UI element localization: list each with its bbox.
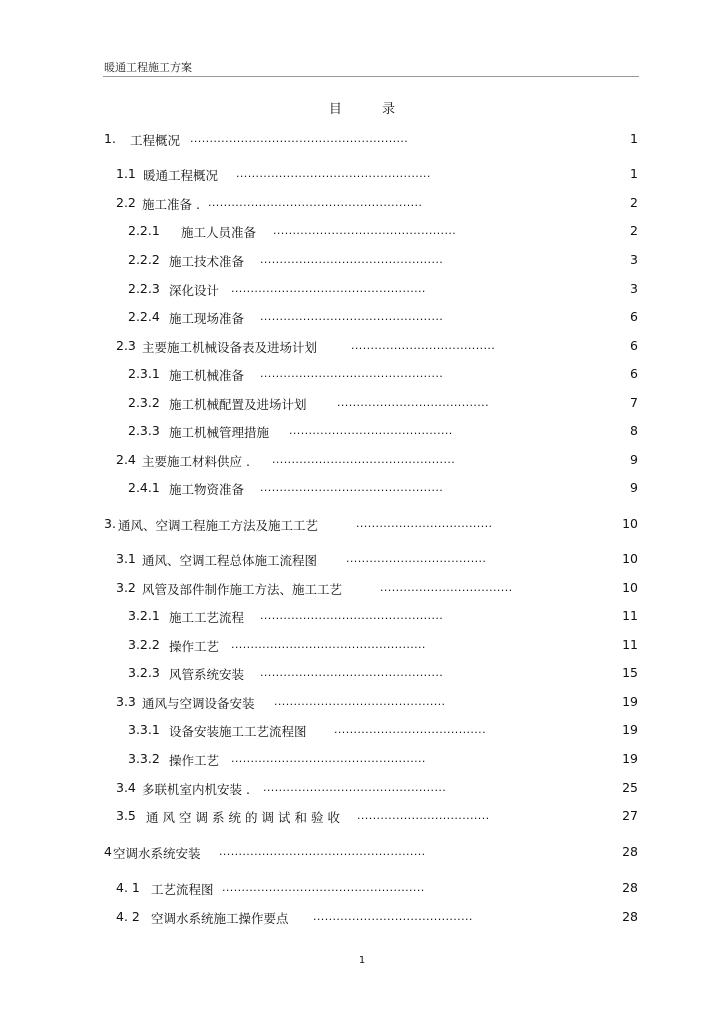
toc-entry-3-3-2[interactable] [0, 751, 724, 769]
toc-leader: .................................... [346, 552, 487, 565]
toc-label: 空调水系统安装 [113, 846, 201, 861]
toc-number: 2.2.4 [128, 309, 160, 324]
toc-entry-3-2[interactable] [0, 580, 724, 598]
toc-entry-2-3[interactable] [0, 338, 724, 356]
toc-entry-3-2-2[interactable] [0, 637, 724, 655]
toc-entry-2-2-2[interactable] [0, 252, 724, 270]
toc-page: 6 [630, 309, 638, 324]
toc-label: 施工物资准备 [169, 482, 245, 497]
toc-page: 28 [622, 880, 638, 895]
toc-entry-3-4[interactable] [0, 780, 724, 798]
toc-title: 目 录 [328, 102, 414, 117]
toc-entry-2-2-4[interactable] [0, 309, 724, 327]
toc-entry-3-5[interactable] [0, 808, 724, 826]
toc-number: 2.3.2 [128, 395, 160, 410]
toc-leader: ............................................... [260, 310, 444, 323]
toc-label: 通风与空调设备安装 [142, 696, 255, 711]
toc-page: 1 [630, 131, 638, 146]
toc-number: 1. [104, 131, 116, 146]
toc-label: 施工技术准备 [169, 254, 245, 269]
toc-label: 施工机械管理措施 [169, 425, 270, 440]
toc-number: 4. 1 [116, 880, 140, 895]
toc-number: 3.5 [116, 808, 136, 823]
toc-page: 2 [630, 223, 638, 238]
toc-label: 工艺流程图 [151, 882, 214, 897]
toc-number: 2.3.3 [128, 423, 160, 438]
toc-page: 7 [630, 395, 638, 410]
toc-label: 主要施工材料供应 . [142, 454, 250, 469]
toc-leader: .................................................. [231, 282, 426, 295]
toc-entry-2-2-3[interactable] [0, 281, 724, 299]
toc-page: 19 [622, 722, 638, 737]
toc-entry-1[interactable] [0, 131, 724, 149]
toc-page: 15 [622, 665, 638, 680]
toc-number: 2.4 [116, 452, 136, 467]
toc-entry-2-2-1[interactable] [0, 223, 724, 241]
toc-leader: .................................. [357, 809, 490, 822]
toc-entry-4-1[interactable] [0, 880, 724, 898]
toc-label: 风管及部件制作施工方法、施工工艺 [142, 582, 343, 597]
toc-leader: .................................................. [231, 638, 426, 651]
toc-entry-1-1[interactable] [0, 166, 724, 184]
toc-number: 2.2.1 [128, 223, 160, 238]
toc-label: 操作工艺 [169, 753, 220, 768]
toc-leader: ..................................................... [219, 845, 426, 858]
toc-number: 3.3 [116, 694, 136, 709]
toc-label: 施工机械配置及进场计划 [169, 397, 307, 412]
toc-leader: ............................................... [263, 781, 447, 794]
toc-page: 19 [622, 694, 638, 709]
toc-leader: .................................................... [222, 881, 425, 894]
toc-entry-3[interactable] [0, 516, 724, 534]
toc-page: 19 [622, 751, 638, 766]
toc-page: 28 [622, 909, 638, 924]
toc-page: 9 [630, 452, 638, 467]
toc-page: 28 [622, 844, 638, 859]
toc-label: 空调水系统施工操作要点 [151, 911, 289, 926]
running-header: 暖通工程施工方案 [104, 61, 192, 74]
toc-number: 3.2 [116, 580, 136, 595]
toc-leader: ............................................ [274, 695, 446, 708]
toc-leader: ............................................... [260, 666, 444, 679]
toc-entry-3-2-3[interactable] [0, 665, 724, 683]
toc-leader: ......................................... [313, 910, 473, 923]
toc-leader: ............................................... [260, 609, 444, 622]
toc-page: 10 [622, 551, 638, 566]
toc-leader: ............................................... [272, 453, 456, 466]
toc-label: 施工现场准备 [169, 311, 245, 326]
toc-leader: ................................... [356, 517, 493, 530]
toc-leader: ............................................... [260, 367, 444, 380]
toc-number: 3.4 [116, 780, 136, 795]
toc-label: 深化设计 [169, 283, 220, 298]
toc-label: 通风、空调工程总体施工流程图 [142, 553, 318, 568]
toc-number: 1.1 [116, 166, 136, 181]
toc-page: 3 [630, 281, 638, 296]
toc-number: 2.2 [116, 195, 136, 210]
toc-page: 9 [630, 480, 638, 495]
toc-number: 3.1 [116, 551, 136, 566]
toc-leader: .................................................. [231, 752, 426, 765]
toc-page: 8 [630, 423, 638, 438]
toc-page: 11 [622, 637, 638, 652]
toc-entry-2-3-1[interactable] [0, 366, 724, 384]
toc-leader: ..................................... [351, 339, 496, 352]
toc-page: 1 [630, 166, 638, 181]
toc-label: 风管系统安装 [169, 667, 245, 682]
toc-leader: ........................................................ [190, 132, 409, 145]
toc-entry-2-3-3[interactable] [0, 423, 724, 441]
toc-number: 2.4.1 [128, 480, 160, 495]
toc-number: 2.3.1 [128, 366, 160, 381]
header-divider [103, 76, 639, 77]
toc-page: 2 [630, 195, 638, 210]
toc-entry-3-1[interactable] [0, 551, 724, 569]
toc-label: 多联机室内机安装 . [142, 782, 250, 797]
toc-label: 工程概况 [130, 133, 181, 148]
toc-leader: ............................................... [260, 253, 444, 266]
toc-page: 10 [622, 580, 638, 595]
toc-leader: ....................................... [337, 396, 489, 409]
toc-page: 11 [622, 608, 638, 623]
toc-number: 2.2.2 [128, 252, 160, 267]
toc-label: 设备安装施工工艺流程图 [169, 724, 307, 739]
toc-number: 4 [104, 844, 112, 859]
toc-page: 6 [630, 338, 638, 353]
toc-entry-3-3-1[interactable] [0, 722, 724, 740]
toc-entry-3-3[interactable] [0, 694, 724, 712]
toc-number: 3.3.2 [128, 751, 160, 766]
toc-entry-2-4[interactable] [0, 452, 724, 470]
toc-number: 3.2.3 [128, 665, 160, 680]
toc-number: 3. [104, 516, 116, 531]
toc-number: 3.2.1 [128, 608, 160, 623]
toc-entry-2-3-2[interactable] [0, 395, 724, 413]
toc-leader: .................................. [380, 581, 513, 594]
toc-label: 施工工艺流程 [169, 610, 245, 625]
toc-label: 施工人员准备 [181, 225, 257, 240]
toc-number: 3.3.1 [128, 722, 160, 737]
toc-label: 操作工艺 [169, 639, 220, 654]
toc-leader: ....................................... [334, 723, 486, 736]
toc-entry-2-4-1[interactable] [0, 480, 724, 498]
toc-page: 10 [622, 516, 638, 531]
toc-page: 27 [622, 808, 638, 823]
toc-leader: ............................................... [273, 224, 457, 237]
toc-page: 25 [622, 780, 638, 795]
toc-entry-4[interactable] [0, 844, 724, 862]
toc-label: 通风空调系统的调试和验收 [146, 810, 345, 825]
toc-label: 施工准备 . [142, 197, 200, 212]
toc-entry-2-2[interactable] [0, 195, 724, 213]
toc-number: 2.2.3 [128, 281, 160, 296]
toc-label: 暖通工程概况 [143, 168, 219, 183]
toc-page: 6 [630, 366, 638, 381]
toc-number: 3.2.2 [128, 637, 160, 652]
toc-page: 3 [630, 252, 638, 267]
toc-leader: .......................................... [289, 424, 453, 437]
toc-label: 施工机械准备 [169, 368, 245, 383]
toc-label: 主要施工机械设备表及进场计划 [142, 340, 318, 355]
toc-leader: .................................................. [236, 167, 431, 180]
toc-leader: ....................................................... [208, 196, 423, 209]
toc-entry-4-2[interactable] [0, 909, 724, 927]
toc-number: 4. 2 [116, 909, 140, 924]
toc-leader: ............................................... [260, 481, 444, 494]
page-number: 1 [358, 955, 366, 966]
toc-number: 2.3 [116, 338, 136, 353]
toc-entry-3-2-1[interactable] [0, 608, 724, 626]
toc-label: 通风、空调工程施工方法及施工工艺 [118, 518, 319, 533]
